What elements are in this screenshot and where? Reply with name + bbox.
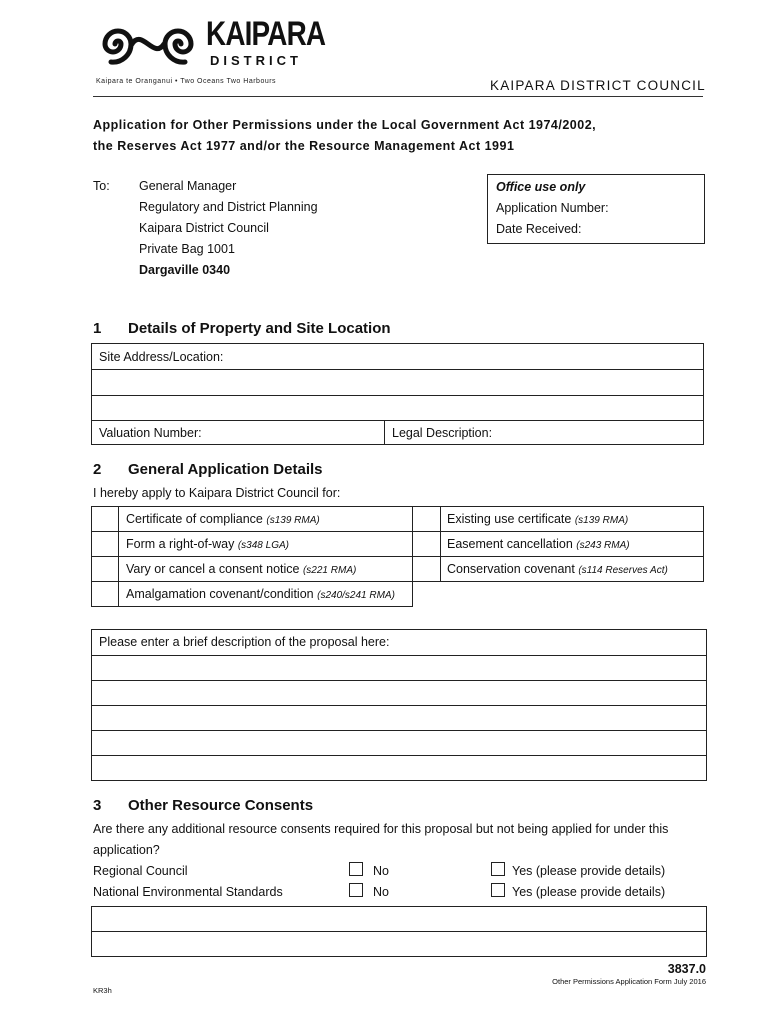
section3-question: Are there any additional resource consents required for this proposal but not being applied for under this: [93, 822, 669, 836]
regional-council-label: Regional Council: [93, 864, 188, 878]
details-line[interactable]: [91, 931, 707, 957]
legal-description-label: Legal Description:: [392, 426, 493, 440]
nes-yes-label: Yes (please provide details): [512, 885, 666, 899]
section1-title: Details of Property and Site Location: [128, 320, 391, 337]
option-easement-cancellation: Easement cancellation (s243 RMA): [447, 537, 630, 551]
kaipara-logo-mark: [92, 18, 204, 70]
regional-council-yes-checkbox[interactable]: [491, 862, 505, 876]
to-line: Kaipara District Council: [139, 221, 269, 235]
amalgamation-covenant-checkbox[interactable]: [92, 582, 118, 606]
regional-council-no-checkbox[interactable]: [349, 862, 363, 876]
section3-number: 3: [93, 797, 102, 814]
description-prompt: Please enter a brief description of the proposal here:: [99, 635, 390, 649]
form-title-line1: Application for Other Permissions under the Local Government Act 1974/2002,: [93, 118, 597, 132]
options-checkbox-divider: [440, 506, 441, 582]
section1-number: 1: [93, 320, 102, 337]
option-right-of-way: Form a right-of-way (s348 LGA): [126, 537, 289, 551]
logo-subtitle: DISTRICT: [210, 53, 302, 68]
to-line-postcode: Dargaville 0340: [139, 263, 231, 277]
conservation-covenant-checkbox[interactable]: [413, 557, 440, 581]
to-line: Regulatory and District Planning: [139, 200, 318, 214]
form-code: KR3h: [93, 986, 112, 995]
site-address-line3[interactable]: [91, 395, 704, 421]
existing-use-certificate-checkbox[interactable]: [413, 507, 440, 531]
nes-yes-checkbox[interactable]: [491, 883, 505, 897]
description-line[interactable]: [91, 705, 707, 731]
logo-wordmark: KAIPARA: [206, 15, 326, 53]
office-use-title: Office use only: [496, 180, 586, 194]
logo-tagline: Kaipara te Oranganui • Two Oceans Two Harbours: [96, 78, 277, 85]
option-certificate-of-compliance: Certificate of compliance (s139 RMA): [126, 512, 320, 526]
header-divider: [93, 96, 703, 97]
date-received-label: Date Received:: [496, 222, 582, 236]
description-line[interactable]: [91, 680, 707, 706]
valuation-legal-divider: [384, 420, 385, 445]
description-line[interactable]: [91, 755, 707, 781]
form-name: Other Permissions Application Form July 2016: [552, 977, 706, 986]
valuation-number-label: Valuation Number:: [99, 426, 202, 440]
form-title-line2: the Reserves Act 1977 and/or the Resource Management Act 1991: [93, 139, 515, 153]
application-number-label: Application Number:: [496, 201, 609, 215]
to-line: General Manager: [139, 179, 237, 193]
site-address-label: Site Address/Location:: [99, 350, 224, 364]
description-line[interactable]: [91, 655, 707, 681]
option-consent-notice: Vary or cancel a consent notice (s221 RMA): [126, 562, 357, 576]
to-label: To:: [93, 179, 110, 193]
nes-label: National Environmental Standards: [93, 885, 283, 899]
options-checkbox-divider: [118, 506, 119, 607]
regional-council-no-label: No: [373, 864, 389, 878]
nes-no-checkbox[interactable]: [349, 883, 363, 897]
details-line[interactable]: [91, 906, 707, 932]
section3-question-cont: application?: [93, 843, 160, 857]
right-of-way-checkbox[interactable]: [92, 532, 118, 556]
option-existing-use-certificate: Existing use certificate (s139 RMA): [447, 512, 629, 526]
consent-notice-checkbox[interactable]: [92, 557, 118, 581]
section2-number: 2: [93, 461, 102, 478]
description-line[interactable]: [91, 730, 707, 756]
regional-council-yes-label: Yes (please provide details): [512, 864, 666, 878]
form-number: 3837.0: [667, 962, 706, 976]
section3-title: Other Resource Consents: [128, 797, 314, 814]
option-amalgamation-covenant: Amalgamation covenant/condition (s240/s241 RMA): [126, 587, 395, 601]
nes-no-label: No: [373, 885, 389, 899]
section2-title: General Application Details: [128, 461, 323, 478]
site-address-line2[interactable]: [91, 369, 704, 396]
certificate-of-compliance-checkbox[interactable]: [92, 507, 118, 531]
to-line: Private Bag 1001: [139, 242, 235, 256]
option-conservation-covenant: Conservation covenant (s114 Reserves Act): [447, 562, 668, 576]
council-name: KAIPARA DISTRICT COUNCIL: [490, 78, 706, 93]
section2-intro: I hereby apply to Kaipara District Council for:: [93, 486, 341, 500]
easement-cancellation-checkbox[interactable]: [413, 532, 440, 556]
